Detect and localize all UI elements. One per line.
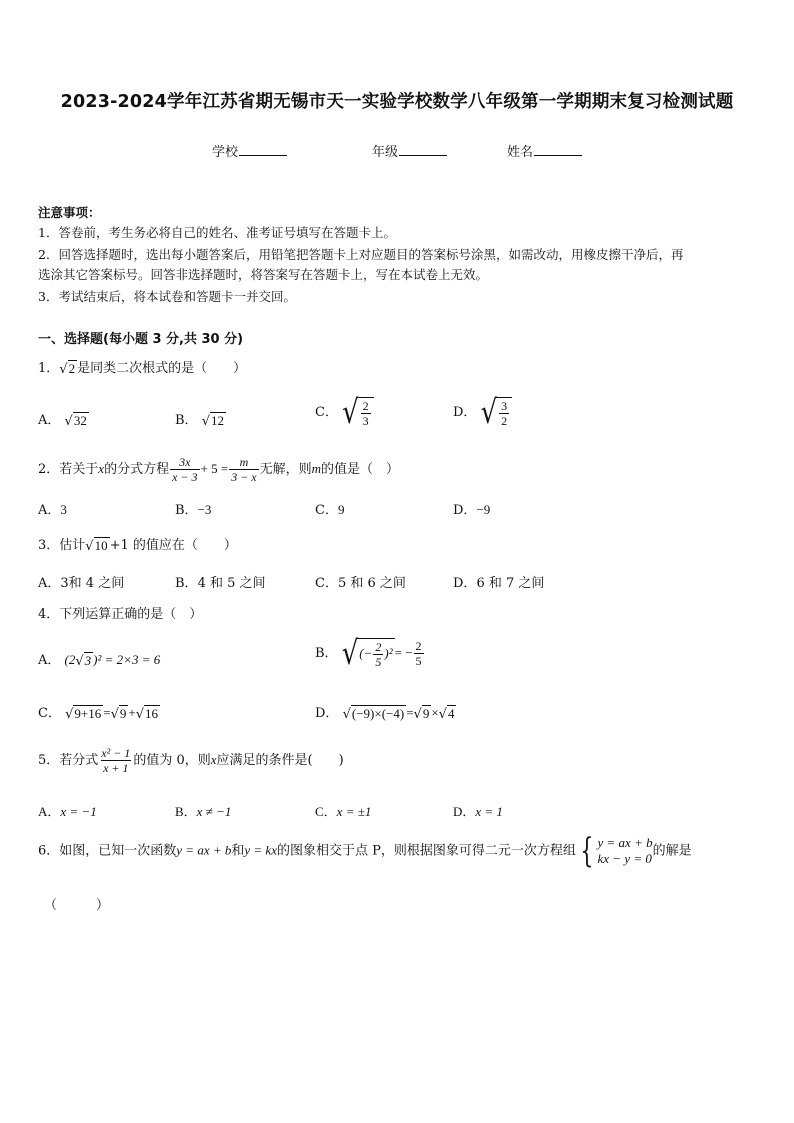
q3-option-a[interactable]: A．3和 4 之间	[38, 576, 125, 591]
q3-option-b[interactable]: B．4 和 5 之间	[175, 576, 266, 591]
q3-option-d[interactable]: D．6 和 7 之间	[453, 576, 545, 591]
q5-option-b[interactable]: B．x ≠ −1	[175, 804, 232, 819]
q6-answer-paren: （ ）	[44, 898, 110, 913]
note-item: 3．考试结束后，将本试卷和答题卡一并交回。	[38, 289, 296, 304]
q2-option-a[interactable]: A．3	[38, 502, 67, 518]
q1-option-a[interactable]: A． √32	[38, 412, 87, 429]
q4-option-d[interactable]: D． √(−9)×(−4) =√9 ×√4	[315, 705, 455, 722]
q2-option-d[interactable]: D．−9	[453, 502, 491, 518]
section-heading: 一、选择题(每小题 3 分,共 30 分)	[38, 332, 244, 347]
school-blank[interactable]	[239, 143, 287, 156]
question-3: 3．估计√10 +1 的值应在（ ）	[38, 537, 237, 554]
q5-option-a[interactable]: A．x = −1	[38, 804, 97, 819]
name-field[interactable]: 姓名	[507, 141, 582, 160]
q1-option-d[interactable]: D． √ $\frac{3}{2}$	[453, 397, 512, 428]
q4-option-b[interactable]: B． √ (− $\frac{2}{5}$ )² = − $\frac{2}{5}$	[315, 634, 422, 673]
q1-option-b[interactable]: B． √12	[175, 412, 224, 429]
q4-option-a[interactable]: A． (2√3 )² = 2×3 = 6	[38, 652, 161, 669]
q5-option-d[interactable]: D．x = 1	[453, 804, 503, 819]
question-6: 6．如图，已知一次函数y = ax + b和y = kx的图象相交于点 P，则根据图象可得二元一次方程组 { y = ax + b kx − y = 0 的解是	[38, 831, 692, 871]
question-4: 4．下列运算正确的是（ ）	[38, 607, 203, 622]
page-title: 2023-2024学年江苏省期无锡市天一实验学校数学八年级第一学期期末复习检测试题	[60, 92, 734, 112]
grade-field[interactable]: 年级	[372, 141, 447, 160]
question-2: 2．若关于x的分式方程 $\frac{3x}{x - 3}$ + 5 = $\frac{m}{3 - x}$ 无解，则m的值是（ ）	[38, 455, 400, 484]
q2-option-c[interactable]: C．9	[315, 502, 345, 518]
q1-option-c[interactable]: C． √ $\frac{2}{3}$	[315, 397, 374, 428]
name-blank[interactable]	[534, 143, 582, 156]
note-item: 选涂其它答案标号。回答非选择题时，将答案写在答题卡上，写在本试卷上无效。	[38, 267, 489, 282]
q5-option-c[interactable]: C．x = ±1	[315, 804, 372, 819]
q4-option-c[interactable]: C． √9+16 =√9 +√16	[38, 705, 159, 722]
grade-blank[interactable]	[399, 143, 447, 156]
q3-option-c[interactable]: C．5 和 6 之间	[315, 576, 406, 591]
notes-heading: 注意事项：	[38, 205, 101, 220]
school-field[interactable]: 学校	[212, 141, 287, 160]
question-5: 5．若分式 $\frac{\text{x² − 1}}{x + 1}$ 的值为 0，则x应满足的条件是( )	[38, 746, 344, 775]
question-1: 1．√2 是同类二次根式的是（ ）	[38, 360, 247, 377]
q2-option-b[interactable]: B．−3	[175, 502, 212, 518]
note-item: 2．回答选择题时，选出每小题答案后，用铅笔把答题卡上对应题目的答案标号涂黑，如需改动，用橡皮擦干净后，再	[38, 247, 684, 262]
note-item: 1．答卷前，考生务必将自己的姓名、准考证号填写在答题卡上。	[38, 225, 396, 240]
